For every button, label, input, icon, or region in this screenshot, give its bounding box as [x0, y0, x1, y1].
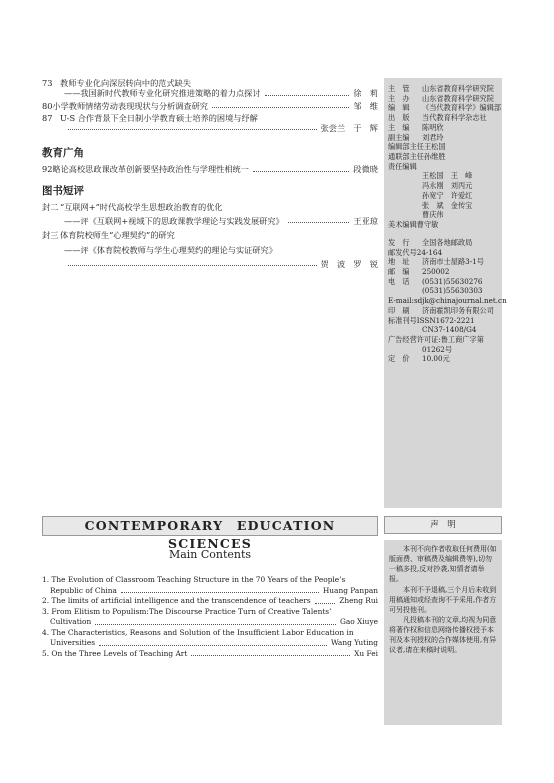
masthead-label: 印 刷: [388, 305, 410, 315]
masthead-row: [388, 238, 498, 248]
masthead-label: 美术编辑: [388, 220, 417, 230]
masthead-value: 24-164: [416, 247, 443, 257]
toc-entry[interactable]: ——评《互联网+视域下的思政课教学理论与实践发展研究》 王亚琼: [64, 216, 378, 226]
notice-panel: [384, 540, 502, 725]
toc-entry[interactable]: 封三 体育院校师生“心理契约”的研究: [42, 230, 175, 241]
masthead-label: [388, 345, 422, 355]
masthead-value: 山东省教育科学研究院: [422, 84, 494, 93]
masthead-row: [388, 345, 498, 355]
masthead-value: 张 斌 金传宝: [422, 200, 473, 210]
english-toc-title: 3. From Elitism to Populism:The Discourse Practice Turn of Creative Talents’: [42, 606, 332, 616]
masthead-label: 主 办: [388, 93, 410, 103]
toc-entry[interactable]: 贺 波 罗 锐: [42, 259, 378, 269]
masthead-row: [388, 171, 498, 181]
toc-entry[interactable]: 80 小学教师情绪劳动表现现状与分析调查研究 邹 维: [42, 100, 378, 111]
section-heading: 教育广角: [42, 147, 84, 160]
masthead-value: [422, 230, 498, 238]
english-toc-title-cont: Republic of China: [50, 585, 117, 595]
english-toc-title: 2. The limits of artificial intelligence and the transcendence of teachers: [42, 596, 311, 606]
masthead-value: 01262号: [422, 344, 453, 354]
masthead-label: [388, 201, 422, 211]
masthead-row: [388, 248, 498, 258]
masthead-row: [388, 191, 498, 201]
masthead-value: 山东省教育科学研究院: [422, 93, 494, 103]
masthead-label: 编 辑: [388, 103, 410, 113]
english-toc-entry[interactable]: [42, 649, 378, 660]
masthead-label: [388, 171, 422, 181]
masthead-label: 主 编: [388, 122, 410, 132]
masthead-value: 《当代教育科学》编辑部: [422, 103, 502, 113]
toc-entry[interactable]: 87 U-S 合作背景下全日制小学教育硕士培养的困境与纾解: [42, 112, 258, 123]
masthead-row: [388, 123, 498, 133]
english-toc-author: Xu Fei: [354, 648, 378, 658]
masthead-value: 曹庆伟: [422, 210, 444, 220]
english-toc-title-cont: Universities: [50, 638, 96, 648]
masthead-row: [388, 84, 498, 94]
masthead-value: 孙维胜: [423, 152, 446, 162]
masthead-row: [388, 296, 507, 306]
masthead-label: [388, 210, 422, 220]
masthead-label: [388, 230, 422, 238]
masthead-row: [388, 354, 498, 364]
masthead-row: [388, 103, 502, 113]
english-toc-title: 1. The Evolution of Classroom Teaching Structure in the 70 Years of the People’s: [42, 575, 346, 584]
masthead-label: 地 址: [388, 257, 410, 267]
masthead-value: 济南霍凯印务有限公司: [422, 305, 494, 315]
masthead-value: 刘君玲: [422, 132, 444, 142]
masthead-label: 编辑部主任: [388, 142, 424, 152]
masthead-value: 10.00元: [422, 354, 450, 364]
masthead-label: 副主编: [388, 132, 410, 142]
masthead-row: [388, 142, 498, 152]
masthead-label: 电 话: [388, 276, 410, 286]
english-toc-title: 4. The Characteristics, Reasons and Solution of the Insufficient Labor Education in: [42, 627, 354, 637]
masthead-label: E-mail:: [388, 296, 414, 306]
masthead-label: 标准刊号: [388, 315, 417, 325]
masthead-panel: [384, 78, 507, 508]
masthead-value: 当代教育科学杂志社: [422, 113, 487, 123]
toc-entry[interactable]: 封二 “互联网+”时代高校学生思想政治教育的优化: [42, 201, 223, 212]
english-toc-title-cont: Cultivation: [50, 617, 92, 627]
masthead-value: 鲁工商广字第: [440, 334, 484, 344]
english-table-of-contents: [42, 575, 378, 659]
section-heading: 图书短评: [42, 184, 84, 197]
masthead-label: 主 管: [388, 84, 410, 93]
masthead-label: 出 版: [388, 113, 410, 123]
masthead-value: 曹守敏: [416, 220, 439, 230]
chinese-table-of-contents: [42, 78, 378, 269]
masthead-label: 定 价: [388, 354, 410, 364]
masthead-label: [388, 286, 422, 296]
masthead-label: 通联部主任: [388, 152, 424, 162]
masthead-row: [388, 335, 498, 345]
masthead-value: sdjk@chinajournal.net.cn: [413, 296, 507, 306]
masthead-value: 孙宽宁 许爱红: [422, 190, 473, 200]
masthead-label: 邮 编: [388, 266, 410, 276]
masthead-row: [388, 257, 498, 267]
journal-english-title: CONTEMPORARY EDUCATION SCIENCES: [42, 516, 378, 536]
masthead-value: 冯永刚 刘丙元: [422, 181, 473, 191]
masthead-row: [388, 220, 498, 230]
english-toc-author: Wang Yuting: [330, 638, 378, 648]
masthead-row: [388, 306, 498, 316]
main-contents-heading: Main Contents: [168, 548, 252, 561]
notice-paragraph: 本刊不向作者收取任何费用(如版面费、审稿费及编辑费等),切勿一稿多投,反对抄袭,知情者请举报。: [389, 545, 497, 584]
masthead-label: 广告经营许可证:: [388, 334, 441, 344]
masthead-label: 发 行: [388, 237, 410, 247]
toc-entry[interactable]: 张尝兰 于 辉: [42, 123, 378, 133]
masthead-label: 责任编辑: [388, 161, 417, 171]
masthead-value: 济南市士屋路3-1号: [422, 257, 484, 267]
masthead-row: [388, 133, 498, 143]
notice-title: 声 明: [384, 516, 502, 534]
masthead-value: 全国各地邮政局: [422, 237, 473, 247]
masthead-label: [388, 191, 422, 201]
masthead-row: [388, 181, 498, 191]
toc-entry[interactable]: ——评《体育院校教师与学生心理契约的理论与实证研究》: [64, 244, 277, 255]
english-toc-entry[interactable]: [42, 607, 378, 628]
english-toc-author: Zheng Rui: [339, 596, 378, 606]
masthead-value: 250002: [422, 266, 450, 276]
masthead-value: (0531)55630276: [422, 276, 483, 286]
masthead-row: [388, 325, 498, 335]
masthead-label: [388, 181, 422, 191]
masthead-value: CN37-1408/G4: [422, 325, 477, 335]
masthead-row: [388, 277, 498, 287]
masthead-row: [388, 201, 498, 211]
masthead-row: [388, 94, 498, 104]
masthead-value: ISSN1672-2221: [416, 315, 475, 325]
masthead-value: 王松国 王 峰: [422, 171, 473, 181]
masthead-row: [388, 230, 498, 238]
english-toc-entry[interactable]: [42, 596, 378, 607]
toc-entry[interactable]: 73 教师专业化向深层转向中的范式缺失: [42, 78, 192, 88]
masthead-label: 邮发代号: [388, 247, 417, 257]
toc-entry[interactable]: ——我国新时代教师专业化研究推进策略的着力点探讨 徐 莉: [64, 88, 378, 99]
notice-paragraph: 凡投稿本刊的文章,均视为同意将著作权和信息网络传播权授予本刊及本刊授权的合作媒体使用,有异议者,请在来稿时说明。: [389, 615, 497, 655]
masthead-row: [388, 316, 498, 326]
masthead-value: 王松国: [423, 142, 446, 152]
masthead-row: [388, 267, 498, 277]
masthead-row: [388, 113, 498, 123]
masthead-row: [388, 152, 498, 162]
masthead-row: [388, 162, 498, 172]
english-toc-entry[interactable]: [42, 575, 378, 596]
masthead-value: 陈明欣: [422, 122, 444, 132]
english-toc-title: 5. On the Three Levels of Teaching Art: [42, 648, 188, 658]
masthead-label: [388, 325, 422, 335]
english-toc-entry[interactable]: [42, 628, 378, 649]
english-toc-author: Huang Panpan: [322, 585, 378, 595]
toc-entry[interactable]: 92 略论高校思政课改革创新要坚持政治性与学理性相统一 段微晓: [42, 164, 378, 175]
masthead-value: [417, 162, 498, 172]
masthead-row: [388, 210, 498, 220]
notice-paragraph: 本刊不予退稿,三个月后未收到用稿通知或经查询不予采用,作者方可另投他刊。: [389, 585, 497, 614]
masthead-row: [388, 286, 498, 296]
english-toc-author: Gao Xiuye: [339, 617, 378, 627]
masthead-value: (0531)55630303: [422, 286, 483, 296]
